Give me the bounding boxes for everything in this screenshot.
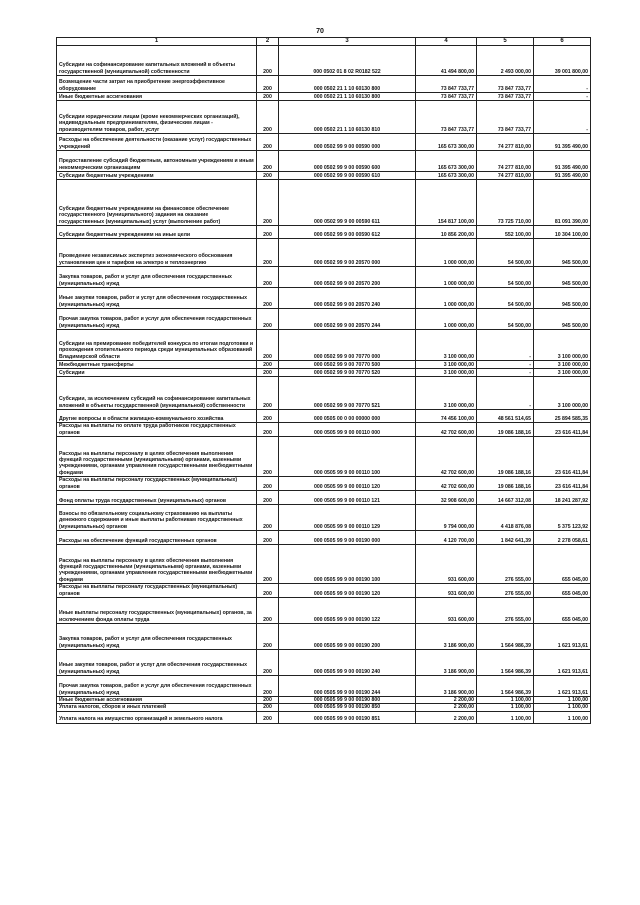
row-code: 200: [257, 134, 279, 151]
row-value-col6: 945 500,00: [534, 309, 591, 330]
row-value-col6: 81 091 390,00: [534, 180, 591, 226]
table-row: [57, 267, 591, 288]
row-code: 200: [257, 267, 279, 288]
table-row: [57, 180, 591, 226]
row-name: Уплата налога на имущество организаций и земельного налога: [57, 711, 257, 723]
row-name: Расходы на выплаты персоналу в целях обеспечения выполнения функций государственными (муниципальными) органами, казенными учреждениями, органами управления государственными внебюджетными фондами: [57, 545, 257, 584]
row-value-col6: 1 621 913,61: [534, 624, 591, 650]
row-name: Субсидии, за исключением субсидий на софинансирование капитальных вложений в объекты государственной (муниципальной) собственности: [57, 377, 257, 410]
row-value-col6: 1 100,00: [534, 711, 591, 723]
table-row: [57, 101, 591, 134]
row-code: 200: [257, 46, 279, 76]
row-value-col4: 3 100 000,00: [416, 330, 477, 361]
row-code: 200: [257, 491, 279, 505]
row-value-col5: 54 500,00: [477, 239, 534, 267]
row-budget-code: 000 0505 99 9 00 00190 000: [279, 531, 416, 545]
row-budget-code: 000 0502 99 9 00 20570 000: [279, 239, 416, 267]
row-value-col6: 3 100 000,00: [534, 369, 591, 377]
row-budget-code: 000 0502 99 9 00 70770 520: [279, 369, 416, 377]
table-row: [57, 151, 591, 172]
row-value-col4: 165 673 300,00: [416, 151, 477, 172]
column-header: 5: [477, 38, 534, 46]
row-value-col4: 74 456 100,00: [416, 410, 477, 423]
row-budget-code: 000 0502 99 9 00 70770 500: [279, 361, 416, 369]
row-code: 200: [257, 180, 279, 226]
row-name: Расходы на выплаты персоналу государственных (муниципальных) органов: [57, 584, 257, 598]
row-value-col5: 1 564 986,39: [477, 624, 534, 650]
row-code: 200: [257, 172, 279, 180]
row-value-col5: 48 561 514,65: [477, 410, 534, 423]
row-value-col4: 32 908 600,00: [416, 491, 477, 505]
row-value-col5: -: [477, 330, 534, 361]
budget-table: [56, 37, 591, 724]
row-code: 200: [257, 93, 279, 101]
table-row: [57, 491, 591, 505]
row-value-col4: 3 186 900,00: [416, 624, 477, 650]
row-value-col4: 2 200,00: [416, 704, 477, 711]
row-code: 200: [257, 76, 279, 93]
row-code: 200: [257, 309, 279, 330]
row-name: Уплата налогов, сборов и иных платежей: [57, 704, 257, 711]
row-value-col4: 931 600,00: [416, 584, 477, 598]
header-row: [57, 38, 591, 46]
row-name: Иные бюджетные ассигнования: [57, 697, 257, 704]
row-code: 200: [257, 711, 279, 723]
table-row: [57, 239, 591, 267]
row-value-col4: 4 120 700,00: [416, 531, 477, 545]
row-code: 200: [257, 704, 279, 711]
row-budget-code: 000 0502 99 9 00 00590 611: [279, 180, 416, 226]
row-code: 200: [257, 697, 279, 704]
table-row: [57, 172, 591, 180]
row-value-col6: 5 375 123,92: [534, 505, 591, 531]
row-value-col4: 73 847 733,77: [416, 76, 477, 93]
row-value-col5: 4 418 876,08: [477, 505, 534, 531]
row-value-col5: 552 100,00: [477, 226, 534, 239]
row-value-col4: 42 702 600,00: [416, 423, 477, 437]
row-budget-code: 000 0505 99 9 00 00110 120: [279, 477, 416, 491]
row-budget-code: 000 0505 99 9 00 00190 244: [279, 676, 416, 697]
table-row: [57, 377, 591, 410]
row-value-col6: 25 894 585,35: [534, 410, 591, 423]
page-number: 70: [316, 28, 324, 35]
row-name: Расходы на обеспечение деятельности (оказание услуг) государственных учреждений: [57, 134, 257, 151]
row-name: Другие вопросы в области жилищно-коммунального хозяйства: [57, 410, 257, 423]
row-value-col6: 2 278 058,61: [534, 531, 591, 545]
row-name: Прочая закупка товаров, работ и услуг для обеспечения государственных (муниципальных) нужд: [57, 676, 257, 697]
row-value-col6: 39 001 800,00: [534, 46, 591, 76]
row-value-col6: 18 241 287,92: [534, 491, 591, 505]
row-value-col5: 19 086 188,16: [477, 437, 534, 477]
row-value-col4: 931 600,00: [416, 598, 477, 624]
row-code: 200: [257, 531, 279, 545]
row-value-col4: 42 702 600,00: [416, 477, 477, 491]
row-value-col5: -: [477, 377, 534, 410]
row-value-col6: 655 045,00: [534, 545, 591, 584]
row-name: Субсидии: [57, 369, 257, 377]
table-row: [57, 711, 591, 723]
row-value-col6: -: [534, 101, 591, 134]
row-value-col6: 945 500,00: [534, 267, 591, 288]
row-budget-code: 000 0502 99 9 00 70770 521: [279, 377, 416, 410]
row-name: Предоставление субсидий бюджетным, автономным учреждениям и иным некоммерческим организациям: [57, 151, 257, 172]
row-value-col5: 276 555,00: [477, 584, 534, 598]
row-budget-code: 000 0505 99 9 00 00110 100: [279, 437, 416, 477]
row-value-col5: 276 555,00: [477, 598, 534, 624]
row-code: 200: [257, 410, 279, 423]
row-budget-code: 000 0502 99 9 00 20570 240: [279, 288, 416, 309]
row-budget-code: 000 0505 99 9 00 00110 121: [279, 491, 416, 505]
row-name: Расходы на обеспечение функций государственных органов: [57, 531, 257, 545]
table-row: [57, 697, 591, 704]
row-budget-code: 000 0502 99 9 00 00590 610: [279, 172, 416, 180]
row-name: Иные закупки товаров, работ и услуг для обеспечения государственных (муниципальных) нужд: [57, 650, 257, 676]
row-budget-code: 000 0505 99 9 00 00190 850: [279, 704, 416, 711]
row-value-col6: 3 100 000,00: [534, 377, 591, 410]
row-value-col4: 3 100 000,00: [416, 377, 477, 410]
table-row: [57, 650, 591, 676]
row-budget-code: 000 0505 99 9 00 00190 120: [279, 584, 416, 598]
row-value-col6: 23 616 411,84: [534, 423, 591, 437]
row-value-col5: 1 564 986,39: [477, 676, 534, 697]
row-value-col4: 41 494 800,00: [416, 46, 477, 76]
row-value-col4: 42 702 600,00: [416, 437, 477, 477]
row-value-col6: 1 100,00: [534, 704, 591, 711]
table-row: [57, 410, 591, 423]
row-budget-code: 000 0505 99 9 00 00190 240: [279, 650, 416, 676]
row-value-col4: 1 000 000,00: [416, 239, 477, 267]
row-value-col6: 655 045,00: [534, 598, 591, 624]
row-name: Расходы на выплаты персоналу в целях обеспечения выполнения функций государственными (муниципальными) органами, казенными учреждениями, органами управления государственными внебюджетными фондами: [57, 437, 257, 477]
row-code: 200: [257, 226, 279, 239]
row-value-col5: 1 100,00: [477, 711, 534, 723]
row-budget-code: 000 0502 99 9 00 00590 612: [279, 226, 416, 239]
table-row: [57, 309, 591, 330]
row-value-col4: 3 186 900,00: [416, 676, 477, 697]
table-row: [57, 477, 591, 491]
row-name: Иные бюджетные ассигнования: [57, 93, 257, 101]
row-value-col5: -: [477, 361, 534, 369]
row-value-col5: 73 847 733,77: [477, 76, 534, 93]
row-value-col4: 10 856 200,00: [416, 226, 477, 239]
table-row: [57, 288, 591, 309]
table-row: [57, 531, 591, 545]
row-name: Расходы на выплаты по оплате труда работников государственных органов: [57, 423, 257, 437]
row-budget-code: 000 0502 99 9 00 00590 000: [279, 134, 416, 151]
row-code: 200: [257, 369, 279, 377]
row-value-col5: -: [477, 369, 534, 377]
row-budget-code: 000 0502 99 9 00 70770 000: [279, 330, 416, 361]
row-value-col6: 3 100 000,00: [534, 330, 591, 361]
table-header: [57, 38, 591, 46]
row-value-col4: 165 673 300,00: [416, 172, 477, 180]
row-name: Иные закупки товаров, работ и услуг для обеспечения государственных (муниципальных) нужд: [57, 288, 257, 309]
row-code: 200: [257, 584, 279, 598]
table-row: [57, 369, 591, 377]
table-row: [57, 423, 591, 437]
row-code: 200: [257, 505, 279, 531]
row-budget-code: 000 0502 21 1 10 60130 800: [279, 93, 416, 101]
row-code: 200: [257, 676, 279, 697]
row-value-col6: 655 045,00: [534, 584, 591, 598]
row-code: 200: [257, 239, 279, 267]
row-name: Субсидии бюджетным учреждениям на иные цели: [57, 226, 257, 239]
row-code: 200: [257, 151, 279, 172]
row-value-col5: 54 500,00: [477, 309, 534, 330]
row-name: Иные выплаты персоналу государственных (муниципальных) органов, за исключением фонда оплаты труда: [57, 598, 257, 624]
row-budget-code: 000 0505 99 9 00 00190 800: [279, 697, 416, 704]
row-budget-code: 000 0505 99 9 00 00110 129: [279, 505, 416, 531]
row-value-col6: -: [534, 93, 591, 101]
row-value-col4: 154 817 100,00: [416, 180, 477, 226]
row-value-col4: 73 847 733,77: [416, 101, 477, 134]
row-name: Субсидии бюджетным учреждениям на финансовое обеспечение государственного (муниципального) задания на оказание государственных (муниципальных) услуг (выполнение работ): [57, 180, 257, 226]
column-header: 4: [416, 38, 477, 46]
column-header: 1: [57, 38, 257, 46]
row-budget-code: 000 0502 99 9 00 20570 244: [279, 309, 416, 330]
row-value-col5: 19 086 188,16: [477, 477, 534, 491]
row-value-col5: 1 100,00: [477, 704, 534, 711]
row-value-col5: 276 555,00: [477, 545, 534, 584]
table-row: [57, 676, 591, 697]
row-value-col5: 73 847 733,77: [477, 101, 534, 134]
row-value-col4: 3 100 000,00: [416, 361, 477, 369]
row-budget-code: 000 0502 21 1 10 60130 810: [279, 101, 416, 134]
row-name: Субсидии юридическим лицам (кроме некоммерческих организаций), индивидуальным предпринимателям, физическим лицам - производителям товаров, работ, услуг: [57, 101, 257, 134]
row-value-col4: 1 000 000,00: [416, 267, 477, 288]
row-budget-code: 000 0505 99 9 00 00190 200: [279, 624, 416, 650]
row-value-col4: 3 186 900,00: [416, 650, 477, 676]
row-budget-code: 000 0502 21 1 10 60130 800: [279, 76, 416, 93]
row-value-col4: 931 600,00: [416, 545, 477, 584]
table-row: [57, 93, 591, 101]
row-value-col6: 91 395 490,00: [534, 151, 591, 172]
row-name: Субсидии бюджетным учреждениям: [57, 172, 257, 180]
row-value-col4: 1 000 000,00: [416, 288, 477, 309]
table-row: [57, 361, 591, 369]
row-value-col5: 74 277 810,00: [477, 151, 534, 172]
row-name: Возмещение части затрат на приобретение энергоэффективное оборудование: [57, 76, 257, 93]
row-code: 200: [257, 101, 279, 134]
row-value-col6: 23 616 411,84: [534, 437, 591, 477]
row-value-col5: 73 725 710,00: [477, 180, 534, 226]
row-name: Субсидии на премирование победителей конкурса по итогам подготовки и прохождения отопительного периода среди муниципальных образований Владимирской области: [57, 330, 257, 361]
row-budget-code: 000 0505 99 9 00 00110 000: [279, 423, 416, 437]
row-code: 200: [257, 477, 279, 491]
row-budget-code: 000 0502 99 9 00 20570 200: [279, 267, 416, 288]
row-value-col5: 1 100,00: [477, 697, 534, 704]
row-budget-code: 000 0505 99 9 00 00190 122: [279, 598, 416, 624]
table-row: [57, 76, 591, 93]
column-header: 3: [279, 38, 416, 46]
row-budget-code: 000 0502 01 8 02 R0182 522: [279, 46, 416, 76]
row-value-col4: 1 000 000,00: [416, 309, 477, 330]
row-code: 200: [257, 423, 279, 437]
row-name: Субсидии на софинансирование капитальных вложений в объекты государственной (муниципальной) собственности: [57, 46, 257, 76]
row-value-col5: 1 842 641,39: [477, 531, 534, 545]
table-row: [57, 704, 591, 711]
table-row: [57, 330, 591, 361]
row-name: Прочая закупка товаров, работ и услуг для обеспечения государственных (муниципальных) нужд: [57, 309, 257, 330]
table-row: [57, 598, 591, 624]
row-value-col6: 23 616 411,84: [534, 477, 591, 491]
row-value-col4: 3 100 000,00: [416, 369, 477, 377]
row-code: 200: [257, 330, 279, 361]
row-value-col6: 10 304 100,00: [534, 226, 591, 239]
row-value-col5: 14 667 312,08: [477, 491, 534, 505]
row-code: 200: [257, 361, 279, 369]
row-value-col5: 19 086 188,16: [477, 423, 534, 437]
row-code: 200: [257, 650, 279, 676]
row-value-col6: 945 500,00: [534, 239, 591, 267]
column-header: 2: [257, 38, 279, 46]
table-row: [57, 505, 591, 531]
table-body: [57, 46, 591, 724]
row-budget-code: 000 0502 99 9 00 00590 600: [279, 151, 416, 172]
row-value-col6: 91 395 490,00: [534, 172, 591, 180]
row-code: 200: [257, 545, 279, 584]
table-row: [57, 545, 591, 584]
row-value-col5: 2 493 000,00: [477, 46, 534, 76]
row-value-col5: 74 277 810,00: [477, 172, 534, 180]
table-row: [57, 624, 591, 650]
row-code: 200: [257, 288, 279, 309]
table-row: [57, 46, 591, 76]
row-name: Проведение независимых экспертиз экономического обоснования установления цен и тарифов на электро и теплоэнергию: [57, 239, 257, 267]
row-code: 200: [257, 437, 279, 477]
row-value-col6: 1 621 913,61: [534, 676, 591, 697]
row-value-col6: 945 500,00: [534, 288, 591, 309]
table-row: [57, 226, 591, 239]
table-row: [57, 134, 591, 151]
row-value-col4: 2 200,00: [416, 711, 477, 723]
row-value-col5: 74 277 810,00: [477, 134, 534, 151]
row-value-col5: 73 847 733,77: [477, 93, 534, 101]
row-value-col4: 2 200,00: [416, 697, 477, 704]
column-header: 6: [534, 38, 591, 46]
row-value-col5: 54 500,00: [477, 288, 534, 309]
row-value-col6: 3 100 000,00: [534, 361, 591, 369]
table-row: [57, 584, 591, 598]
row-code: 200: [257, 598, 279, 624]
row-name: Фонд оплаты труда государственных (муниципальных) органов: [57, 491, 257, 505]
row-budget-code: 000 0505 00 0 00 00000 000: [279, 410, 416, 423]
row-value-col6: 91 395 490,00: [534, 134, 591, 151]
row-code: 200: [257, 377, 279, 410]
row-name: Расходы на выплаты персоналу государственных (муниципальных) органов: [57, 477, 257, 491]
row-value-col5: 1 564 986,39: [477, 650, 534, 676]
row-value-col4: 9 794 000,00: [416, 505, 477, 531]
row-value-col4: 165 673 300,00: [416, 134, 477, 151]
table-row: [57, 437, 591, 477]
row-value-col5: 54 500,00: [477, 267, 534, 288]
row-name: Закупка товаров, работ и услуг для обеспечения государственных (муниципальных) нужд: [57, 624, 257, 650]
row-name: Межбюджетные трансферты: [57, 361, 257, 369]
row-value-col6: 1 621 913,61: [534, 650, 591, 676]
row-value-col4: 73 847 733,77: [416, 93, 477, 101]
row-budget-code: 000 0505 99 9 00 00190 851: [279, 711, 416, 723]
row-value-col6: -: [534, 76, 591, 93]
row-name: Взносы по обязательному социальному страхованию на выплаты денежного содержания и иные выплаты работникам государственных (муниципальных) органов: [57, 505, 257, 531]
row-name: Закупка товаров, работ и услуг для обеспечения государственных (муниципальных) нужд: [57, 267, 257, 288]
row-value-col6: 1 100,00: [534, 697, 591, 704]
row-budget-code: 000 0505 99 9 00 00190 100: [279, 545, 416, 584]
row-code: 200: [257, 624, 279, 650]
